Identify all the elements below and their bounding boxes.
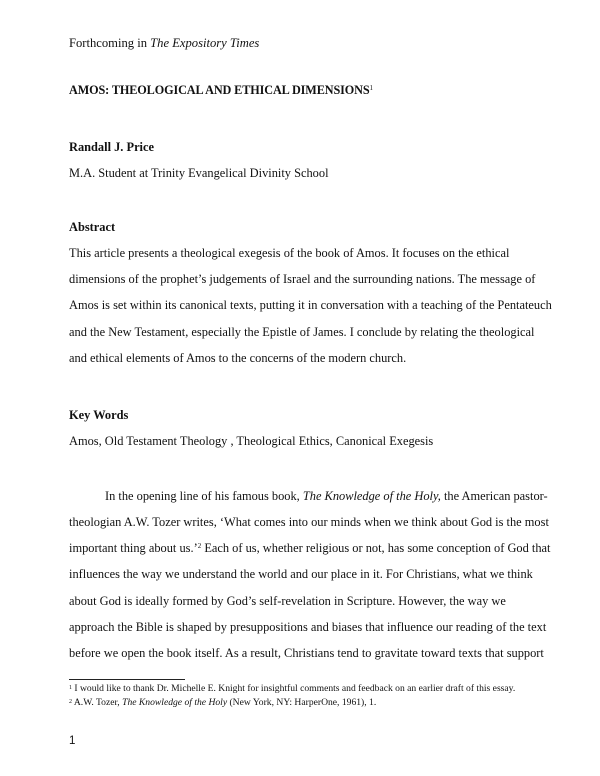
page-number: 1 [69,735,76,747]
header-prefix: Forthcoming in [69,36,151,50]
body-text: important thing about us.’ [69,541,198,555]
abstract-line: dimensions of the prophet’s judgements of Israel and the surrounding nations. The message of [69,272,536,286]
abstract-line: and the New Testament, especially the Epistle of James. I conclude by relating the theological [69,325,535,339]
abstract-line: This article presents a theological exegesis of the book of Amos. It focuses on the ethical [69,246,510,260]
body-line: about God is ideally formed by God’s self-revelation in Scripture. However, the way we [69,594,506,608]
running-header [69,35,259,51]
author-name: Randall J. Price [69,140,155,154]
body-line [105,488,548,504]
footnote-text: A.W. Tozer, [72,697,123,708]
keywords-heading: Key Words [69,408,129,422]
body-line: theologian A.W. Tozer writes, ‘What comes into our minds when we think about God is the most [69,515,549,529]
footnote-book-title: The Knowledge of the Holy [122,697,228,708]
body-text: the American pastor- [440,489,548,503]
abstract-line: and ethical elements of Amos to the concerns of the modern church. [69,351,407,365]
footnote-marker: 2 [69,699,72,705]
article-title [69,82,373,98]
journal-name: The Expository Times [150,36,260,50]
body-text: Each of us, whether religious or not, has some conception of God that [201,541,551,555]
author-affiliation: M.A. Student at Trinity Evangelical Divinity School [69,166,329,180]
body-line: influences the way we understand the world and our place in it. For Christians, what we think [69,567,533,581]
footnote-text: (New York, NY: HarperOne, 1961), 1. [227,697,377,708]
body-line [69,540,550,556]
footnote-2 [69,697,376,709]
keywords-text: Amos, Old Testament Theology , Theological Ethics, Canonical Exegesis [69,434,434,448]
title-footnote-marker[interactable]: 1 [369,84,373,92]
book-title: The Knowledge of the Holy, [302,489,441,503]
abstract-heading: Abstract [69,220,116,234]
footnote-divider [69,679,185,680]
body-text: In the opening line of his famous book, [105,489,303,503]
footnote-1 [69,683,515,695]
abstract-line: Amos is set within its canonical texts, putting it in conversation with a teaching of the Pentateuch [69,298,552,312]
body-line: approach the Bible is shaped by presuppositions and biases that influence our reading of the text [69,620,547,634]
body-line: before we open the book itself. As a result, Christians tend to gravitate toward texts that support [69,646,544,660]
body-footnote-marker[interactable]: 2 [197,542,202,550]
footnote-marker: 1 [69,685,72,691]
footnote-text: I would like to thank Dr. Michelle E. Knight for insightful comments and feedback on an earlier draft of this essay. [72,683,516,694]
title-text: AMOS: THEOLOGICAL AND ETHICAL DIMENSIONS [69,83,370,97]
